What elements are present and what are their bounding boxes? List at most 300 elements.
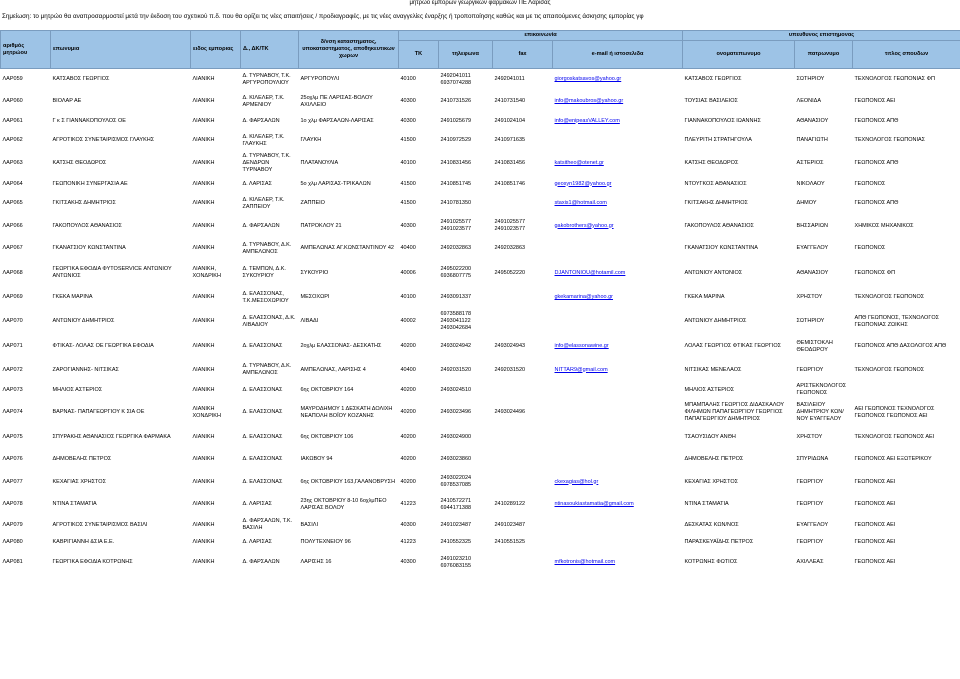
cell-father: ΘΕΜΙΣΤΟΚΛΗ ΘΕΟΔΩΡΟΥ (796, 339, 833, 353)
table-row (1, 382, 960, 399)
cell-registry: ΛΑΡ076 (2, 456, 23, 462)
cell-email (553, 91, 683, 113)
cell-fax (493, 551, 553, 575)
cell-father: ΣΠΥΡΙΔΩΝΑ (796, 456, 829, 462)
cell-registry: ΛΑΡ065 (2, 200, 23, 206)
cell-phone: 2493023496 (440, 409, 472, 415)
cell-registry: ΛΑΡ081 (2, 559, 23, 565)
email-link[interactable]: ntinasoukiastamatia@gmail.com (554, 501, 634, 507)
cell-name: ΓΑΚΟΠΟΥΛΟΣ ΑΘΑΝΑΣΙΟΣ (52, 222, 122, 229)
cell-email (553, 309, 683, 335)
table-row (1, 359, 960, 382)
cell-fax (493, 309, 553, 335)
cell-phone: 6973588178 2493041122 2493042684 (440, 311, 472, 331)
cell-municipality: Δ. ΛΑΡΙΣΑΣ (242, 180, 272, 187)
col-fullname: ονοματεπωνυμο (683, 41, 795, 69)
cell-father: ΝΙΚΟΛΑΟΥ (796, 180, 825, 187)
cell-name: ΓΕΩΡΓΙΚΑ ΕΦΟΔΙΑ ΦΥΤΟSERVICE ΑΝΤΩΝΙΟΥ ΑΝΤΩΝΙΟΣ (52, 266, 172, 279)
cell-name: ΝΤΙΝΑ ΣΤΑΜΑΤΙΑ (52, 501, 97, 507)
cell-fullname: ΤΣΑΟΥΣΙΔΟΥ ΑΝΘΗ (684, 433, 736, 440)
cell-father: ΑΡΙΣΤΕΚΝΟΛΟΓΟΣ ΓΕΩΠΟΝΟΣ (796, 383, 847, 396)
cell-type: ΛΙΑΝΙΚΗ (192, 559, 215, 565)
cell-registry: ΛΑΡ064 (2, 180, 23, 187)
cell-type: ΛΙΑΝΙΚΗ (192, 478, 215, 485)
cell-tk: 41500 (400, 137, 416, 143)
cell-address: ΛΑΡΙΣΗΣ 16 (300, 559, 332, 565)
cell-phone: 2410851745 (440, 180, 472, 187)
cell-municipality: Δ. ΦΑΡΣΑΛΩΝ (242, 117, 280, 124)
cell-type: ΛΙΑΝΙΚΗ (192, 386, 215, 393)
email-link[interactable]: ckexagias@hol.gr (554, 478, 599, 485)
cell-type: ΛΙΑΝΙΚΗ (192, 222, 215, 229)
cell-degree: ΓΕΩΠΟΝΟΣ ΑΕΙ (854, 501, 896, 507)
cell-registry: ΛΑΡ062 (2, 137, 23, 143)
cell-fullname: ΜΗΛΙΟΣ ΑΣΤΕΡΙΟΣ (684, 386, 735, 393)
cell-fax: 2492032863 (494, 245, 526, 251)
cell-phone: 2493023860 (440, 456, 472, 462)
cell-name: ΑΓΡΟΤΙΚΟΣ ΣΥΝΕΤΑΙΡΙΣΜΟΣ ΒΑΣΙΛΙ (52, 521, 148, 528)
cell-degree: ΧΗΜΙΚΟΣ ΜΗΧΑΝΙΚΟΣ (854, 222, 914, 229)
cell-registry: ΛΑΡ072 (2, 366, 23, 373)
cell-municipality: Δ. ΕΛΑΣΣΟΝΑΣ (242, 433, 283, 440)
cell-name: ΑΓΡΟΤΙΚΟΣ ΣΥΝΕΤΑΙΡΙΣΜΟΣ ΓΛΑΥΚΗΣ (52, 137, 155, 143)
cell-degree: ΤΕΧΝΟΛΟΓΟΣ ΓΕΩΠΟΝΙΑΣ ΦΠ (854, 76, 935, 83)
table-row (1, 215, 960, 238)
cell-fullname: ΝΤΟΥΓΚΟΣ ΑΘΑΝΑΣΙΟΣ (684, 180, 747, 187)
cell-type: ΛΙΑΝΙΚΗ (192, 245, 215, 251)
cell-type: ΛΙΑΝΙΚΗ (192, 433, 215, 440)
cell-father: ΧΡΗΣΤΟΥ (796, 294, 823, 300)
cell-fax: 2410831456 (494, 160, 526, 166)
cell-name: ΦΤΙΚΑΣ- ΛΟΛΑΣ ΟΕ ΓΕΩΡΓΙΚΑ ΕΦΟΔΙΑ (52, 343, 154, 349)
cell-degree: ΑΠΘ ΓΕΩΠΟΝΟΣ, ΤΕΧΝΟΛΟΓΟΣ ΓΕΩΠΟΝΙΑΣ ΖΩΙΚΗΣ (854, 314, 940, 328)
cell-email (553, 130, 683, 152)
cell-degree: ΓΕΩΠΟΝΟΣ ΑΕΙ (854, 538, 896, 545)
cell-type: ΛΙΑΝΙΚΗ (192, 160, 215, 166)
cell-registry: ΛΑΡ073 (2, 386, 23, 393)
cell-address: 6ης ΟΚΤΩΒΡΙΟΥ 164 (300, 386, 354, 393)
cell-registry: ΛΑΡ061 (2, 117, 23, 124)
cell-phone: 2493022024 6978537085 (440, 475, 472, 488)
cell-tk: 40006 (400, 269, 416, 276)
cell-fax (493, 382, 553, 399)
cell-tk: 40200 (400, 386, 416, 393)
cell-email (553, 359, 683, 382)
cell-phone: 2492032863 (440, 245, 472, 251)
cell-fax: 2492041011 (494, 76, 525, 83)
document-note: Σημείωση: το μητρώο θα αναπροσαρμοστεί μετά την έκδοση του σχετικού π.δ. που θα ορίζει τις νέες απαιτήσεις / προδιαγραφές, με τις νέες αναγγελίες έναρξης ή τροποποίησης καθώς και με τις απαιτούμενες άσκησης εμπορίας γφ (2, 13, 644, 20)
cell-degree: ΤΕΧΝΟΛΟΓΟΣ ΓΕΩΠΟΝΙΑΣ (854, 137, 926, 143)
cell-address: 25οχλμ ΠΕ ΛΑΡΙΣΑΣ-ΒΟΛΟΥ ΑΧΙΛΛΕΙΟ (300, 94, 373, 108)
cell-type: ΛΙΑΝΙΚΗ (192, 294, 215, 300)
cell-type: ΛΙΑΝΙΚΗ (192, 137, 215, 143)
cell-phone: 2492031520 (440, 366, 472, 373)
cell-tk: 40300 (400, 98, 416, 104)
cell-phone: 2410781350 (440, 200, 472, 206)
col-address: δ/νση καταστηματος, υποκαταστηματος, αποθηκευτικων χωρων (299, 31, 399, 69)
email-link[interactable]: geosyn1982@yahoo.gr (554, 180, 612, 187)
cell-address: ΠΛΑΤΑΝΟΥΛΙΑ (300, 160, 339, 166)
cell-tk: 41223 (400, 538, 416, 545)
col-municipality: Δ., ΔΚ/ΤΚ (241, 31, 299, 69)
cell-tk: 40200 (400, 343, 416, 349)
cell-tk: 40300 (400, 117, 416, 124)
email-link[interactable]: gkekamarina@yahoo.gr (554, 294, 613, 300)
cell-type: ΛΙΑΝΙΚΗ (192, 501, 215, 507)
cell-degree: ΓΕΩΠΟΝΟΣ ΑΠΘ (854, 160, 899, 166)
cell-tk: 40100 (400, 294, 416, 300)
cell-phone: 2495022200 6936807775 (440, 266, 472, 279)
cell-name: ΓΕΩΡΓΙΚΑ ΕΦΟΔΙΑ ΚΟΤΡΩΝΗΣ (52, 559, 133, 565)
cell-tk: 40200 (400, 456, 416, 462)
cell-type: ΛΙΑΝΙΚΗ (192, 521, 215, 528)
cell-address: 5ο χλμ ΛΑΡΙΣΑΣ-ΤΡΙΚΑΛΩΝ (300, 180, 371, 187)
table-row (1, 472, 960, 493)
cell-municipality: Δ. ΕΛΑΣΣΟΝΑΣ (242, 456, 283, 462)
table-row (1, 399, 960, 427)
email-link[interactable]: info@elassonawine.gr (554, 343, 609, 349)
cell-email (553, 193, 683, 215)
cell-name: Γ κ Σ ΓΙΑΝΝΑΚΟΠΟΥΛΟΣ ΟΕ (52, 117, 126, 124)
cell-degree: ΓΕΩΠΟΝΟΣ (854, 245, 886, 251)
cell-tk: 40300 (400, 222, 416, 229)
cell-email (553, 534, 683, 551)
cell-email (553, 287, 683, 309)
col-tk: ΤΚ (399, 41, 439, 69)
cell-address: ΠΟΛΥΤΕΧΝΕΙΟΥ 96 (300, 538, 351, 545)
cell-registry: ΛΑΡ068 (2, 269, 23, 276)
cell-municipality: Δ. ΦΑΡΣΑΛΩΝ, Τ.Κ. ΒΑΣΙΛΗ (242, 518, 293, 531)
cell-municipality: Δ. ΦΑΡΣΑΛΩΝ (242, 559, 280, 565)
cell-fax (493, 193, 553, 215)
cell-tk: 40200 (400, 478, 416, 485)
cell-fullname: ΚΑΤΣΗΣ ΘΕΟΔΩΡΟΣ (684, 160, 739, 166)
cell-father: ΧΡΗΣΤΟΥ (796, 433, 823, 440)
cell-phone: 2491025679 (440, 117, 472, 124)
cell-email (553, 69, 683, 91)
cell-fullname: ΛΟΛΑΣ ΓΕΩΡΓΙΟΣ ΦΤΙΚΑΣ ΓΕΩΡΓΙΟΣ (684, 343, 782, 349)
table-row (1, 551, 960, 575)
cell-degree: ΓΕΩΠΟΝΟΣ ΦΠ (854, 269, 896, 276)
cell-fullname: ΔΗΜΟΒΕΛΗΣ ΠΕΤΡΟΣ (684, 456, 744, 462)
cell-municipality: Δ. ΤΥΡΝΑΒΟΥ, Δ.Κ. ΑΜΠΕΛΩΝΟΣ (242, 363, 292, 376)
col-email: e-mail ή ιστοσελιδα (553, 41, 683, 69)
cell-email (553, 260, 683, 287)
table-row (1, 69, 960, 91)
cell-fax: 2491023487 (494, 521, 526, 528)
cell-address: ΓΛΑΥΚΗ (300, 137, 322, 143)
cell-registry: ΛΑΡ078 (2, 501, 23, 507)
cell-fullname: ΚΕΧΑΓΙΑΣ ΧΡΗΣΤΟΣ (684, 478, 739, 485)
cell-registry: ΛΑΡ070 (2, 318, 23, 324)
cell-email (553, 399, 683, 427)
cell-fax: 2410289122 (494, 501, 526, 507)
cell-degree: ΓΕΩΠΟΝΟΣ ΑΕΙ (854, 559, 896, 565)
cell-address: 23ης ΟΚΤΩΒΡΙΟΥ 8-10 6οχλμΠΕΟ ΛΑΡΙΣΑΣ ΒΟΛΟΥ (300, 497, 387, 511)
cell-fax: 2495052220 (494, 269, 526, 276)
cell-father: ΓΕΩΡΓΙΟΥ (796, 501, 824, 507)
email-link[interactable]: info@makoubros@yahoo.gr (554, 98, 624, 104)
cell-father: ΒΑΣΙΛΕΙΟΥ ΔΗΜΗΤΡΙΟΥ ΚΩΝ/ΝΟΥ ΕΥΑΓΓΕΛΟΥ (796, 402, 844, 422)
cell-fax: 2491024104 (494, 117, 526, 124)
cell-degree: ΓΕΩΠΟΝΟΣ ΑΠΘ ΔΑΣΟΛΟΓΟΣ ΑΠΘ (854, 343, 947, 349)
cell-municipality: Δ. ΚΙΛΕΛΕΡ, Τ.Κ. ΑΡΜΕΝΙΟΥ (242, 94, 285, 108)
cell-email (553, 215, 683, 238)
cell-fullname: ΓΙΑΝΝΑΚΟΠΟΥΛΟΣ ΙΩΑΝΝΗΣ (684, 117, 761, 124)
cell-address: 6ης ΟΚΤΩΒΡΙΟΥ 106 (300, 433, 354, 440)
cell-father: ΓΕΩΡΓΙΟΥ (796, 538, 824, 545)
cell-registry: ΛΑΡ077 (2, 478, 23, 485)
email-link[interactable]: katsitheo@otenet.gr (554, 160, 604, 166)
cell-fullname: ΠΑΡΑΣΚΕΥΑΪΔΗΣ ΠΕΤΡΟΣ (684, 538, 754, 545)
cell-phone: 2493024900 (440, 433, 472, 440)
cell-type: ΛΙΑΝΙΚΗ (192, 200, 215, 206)
cell-address: ΜΑΥΡΟΔΗΜΟΥ 1 ΔΕΣΚΑΤΗ ΔΟΛΙΧΗ ΝΕΑΠΟΛΗ ΒΟΪΟΥ ΚΟΖΑΝΗΣ (300, 405, 393, 419)
email-link[interactable]: NITTAR9@gmail.com (554, 366, 608, 373)
cell-email (553, 335, 683, 359)
cell-phone: 2492041011 6937074288 (440, 72, 472, 86)
cell-name: ΚΑΤΣΗΣ ΘΕΟΔΩΡΟΣ (52, 160, 107, 166)
col-type: ειδος εμποριας (191, 31, 241, 69)
col-father: πατρωνυμο (795, 41, 853, 69)
cell-tk: 41500 (400, 200, 416, 206)
cell-tk: 40100 (400, 76, 416, 83)
cell-email (553, 382, 683, 399)
cell-fax: 2410851746 (494, 180, 526, 187)
cell-municipality: Δ. ΛΑΡΙΣΑΣ (242, 501, 272, 507)
table-row (1, 113, 960, 130)
cell-municipality: Δ. ΛΑΡΙΣΑΣ (242, 538, 272, 545)
cell-phone: 2493024942 (440, 343, 472, 349)
cell-email (553, 152, 683, 176)
cell-father: ΑΧΙΛΛΕΑΣ (796, 559, 824, 565)
table-row (1, 176, 960, 193)
table-row (1, 130, 960, 152)
registry-table (0, 30, 960, 575)
cell-registry: ΛΑΡ063 (2, 160, 23, 166)
cell-type: ΛΙΑΝΙΚΗ (192, 456, 215, 462)
cell-name: ΣΠΥΡΑΚΗΣ ΑΘΑΝΑΣΙΟΣ ΓΕΩΡΓΙΚΑ ΦΑΡΜΑΚΑ (52, 433, 171, 440)
cell-tk: 41500 (400, 180, 416, 187)
cell-email (553, 517, 683, 534)
cell-degree: ΓΕΩΠΟΝΟΣ ΑΕΙ (854, 98, 896, 104)
cell-address: ΙΑΚΩΒΟΥ 94 (300, 456, 333, 462)
cell-email (553, 448, 683, 472)
cell-municipality: Δ. ΕΛΑΣΣΟΝΑΣ (242, 386, 283, 393)
cell-type: ΛΙΑΝΙΚΗ (192, 76, 215, 83)
cell-degree: ΤΕΧΝΟΛΟΓΟΣ ΓΕΩΠΟΝΟΣ (854, 294, 925, 300)
cell-father: ΒΗΣΣΑΡΙΩΝ (796, 222, 828, 229)
col-phone: τηλεφωνα (439, 41, 493, 69)
cell-address: ΒΑΣΙΛΙ (300, 521, 318, 528)
cell-degree: ΓΕΩΠΟΝΟΣ ΑΕΙ (854, 521, 896, 528)
cell-fax: 2410971635 (494, 137, 526, 143)
table-row (1, 534, 960, 551)
cell-tk: 40400 (400, 366, 416, 373)
cell-father: ΣΩΤΗΡΙΟΥ (796, 76, 825, 83)
table-row (1, 493, 960, 517)
cell-phone: 2491023487 (440, 521, 472, 528)
col-name: επωνυμια (51, 31, 191, 69)
cell-municipality: Δ. ΤΥΡΝΑΒΟΥ, Τ.Κ. ΔΕΝΔΡΩΝ ΤΥΡΝΑΒΟΥ (242, 153, 291, 173)
cell-father: ΓΕΩΡΓΙΟΥ (796, 366, 824, 373)
cell-tk: 40300 (400, 559, 416, 565)
cell-fullname: ΚΟΤΡΩΝΗΣ ΦΩΤΙΟΣ (684, 559, 738, 565)
cell-email (553, 113, 683, 130)
cell-type: ΛΙΑΝΙΚΗ, ΧΟΝΔΡΙΚΗ (192, 266, 221, 279)
email-link[interactable]: info@enipeasVALLEY.com (554, 117, 620, 124)
cell-registry: ΛΑΡ069 (2, 294, 23, 300)
cell-registry: ΛΑΡ071 (2, 343, 23, 349)
cell-phone: 2410972529 (440, 137, 472, 143)
cell-name: ΔΗΜΟΒΕΛΗΣ ΠΕΤΡΟΣ (52, 456, 112, 462)
cell-name: ΓΚΙΤΣΑΚΗΣ ΔΗΜΗΤΡΙΟΣ (52, 200, 116, 206)
cell-address: 2οχλμ ΕΛΑΣΣΟΝΑΣ- ΔΕΣΚΑΤΗΣ (300, 343, 382, 349)
cell-tk: 40300 (400, 521, 416, 528)
email-link[interactable]: DJANTONIOU@hotamil.com (554, 269, 626, 276)
cell-tk: 40200 (400, 433, 416, 440)
cell-degree: ΓΕΩΠΟΝΟΣ ΑΕΙ (854, 478, 896, 485)
table-row (1, 309, 960, 335)
cell-type: ΛΙΑΝΙΚΗ (192, 538, 215, 545)
cell-tk: 40200 (400, 409, 416, 415)
cell-phone: 2491025577 2491023577 (440, 219, 472, 232)
cell-email (553, 238, 683, 260)
table-row (1, 193, 960, 215)
cell-municipality: Δ. ΕΛΑΣΣΟΝΑΣ (242, 343, 283, 349)
cell-father: ΓΕΩΡΓΙΟΥ (796, 478, 824, 485)
cell-registry: ΛΑΡ059 (2, 76, 23, 83)
cell-registry: ΛΑΡ067 (2, 245, 23, 251)
table-row (1, 91, 960, 113)
cell-father: ΕΥΑΓΓΕΛΟΥ (796, 521, 829, 528)
table-row (1, 238, 960, 260)
cell-father: ΑΘΑΝΑΣΙΟΥ (796, 269, 829, 276)
cell-municipality: Δ. ΕΛΑΣΣΟΝΑΣ (242, 478, 283, 485)
col-registry: αριθμός μητρώου (1, 31, 51, 69)
cell-type: ΛΙΑΝΙΚΗ (192, 318, 215, 324)
cell-name: ΚΑΤΣΑΒΟΣ ΓΕΩΡΓΙΟΣ (52, 76, 110, 83)
cell-tk: 40100 (400, 160, 416, 166)
cell-registry: ΛΑΡ079 (2, 521, 23, 528)
cell-registry: ΛΑΡ066 (2, 222, 23, 229)
cell-municipality: Δ. ΤΥΡΝΑΒΟΥ, Τ.Κ. ΑΡΓΥΡΟΠΟΥΛΙΟΥ (242, 72, 291, 86)
table-row (1, 427, 960, 448)
cell-name: ΒΙΟΛΑΡ ΑΕ (52, 98, 82, 104)
table-row (1, 335, 960, 359)
cell-father: ΣΩΤΗΡΙΟΥ (796, 318, 825, 324)
cell-fax: 2491025577 2491023577 (494, 219, 526, 232)
table-row (1, 260, 960, 287)
cell-type: ΛΙΑΝΙΚΗ (192, 180, 215, 187)
cell-phone: 2410731526 (440, 98, 472, 104)
cell-email (553, 493, 683, 517)
cell-degree: ΓΕΩΠΟΝΟΣ ΑΠΘ (854, 117, 899, 124)
cell-type: ΛΙΑΝΙΚΗ (192, 117, 215, 124)
cell-fullname: ΝΤΙΝΑ ΣΤΑΜΑΤΙΑ (684, 501, 729, 507)
cell-address: ΣΥΚΟΥΡΙΟ (300, 269, 329, 276)
cell-fullname: ΑΝΤΩΝΙΟΥ ΑΝΤΩΝΙΟΣ (684, 269, 743, 276)
cell-fullname: ΤΟΥΣΙΑΣ ΒΑΣΙΛΕΙΟΣ (684, 98, 738, 104)
cell-father: ΑΣΤΕΡΙΟΣ (796, 160, 824, 166)
cell-type: ΛΙΑΝΙΚΗ (192, 366, 215, 373)
cell-fullname: ΝΙΤΣΙΚΑΣ ΜΕΝΕΛΑΟΣ (684, 366, 742, 373)
cell-fullname: ΓΑΚΟΠΟΥΛΟΣ ΑΘΑΝΑΣΙΟΣ (684, 222, 754, 229)
cell-email (553, 427, 683, 448)
cell-fax (493, 287, 553, 309)
table-body (1, 69, 960, 575)
cell-degree: ΓΕΩΠΟΝΟΣ (854, 180, 886, 187)
cell-municipality: Δ. ΦΑΡΣΑΛΩΝ (242, 222, 280, 229)
email-link[interactable]: gakobrothers@yahoo.gr (554, 222, 614, 229)
cell-address: ΠΑΤΡΟΚΛΟΥ 21 (300, 222, 342, 229)
email-link[interactable]: staxis1@hotmail.com (554, 200, 607, 206)
cell-type: ΛΙΑΝΙΚΗ (192, 343, 215, 349)
cell-address: ΜΕΣΟΧΩΡΙ (300, 294, 330, 300)
cell-registry: ΛΑΡ074 (2, 409, 23, 415)
cell-name: ΒΑΡΝΑΣ- ΠΑΠΑΓΕΩΡΓΙΟΥ Κ ΣΙΑ ΟΕ (52, 409, 145, 415)
cell-address: 6ης ΟΚΤΩΒΡΙΟΥ 163,ΓΑΛΑΝΟΒΡΥΣΗ (300, 478, 396, 485)
cell-name: ΓΚΕΚΑ ΜΑΡΙΝΑ (52, 294, 93, 300)
cell-fullname: ΜΠΑΜΠΑΛΗΣ ΓΕΩΡΓΙΟΣ ΔΙΔΑΣΚΑΛΟΥ ΦΙΛΗΜΩΝ ΠΑΠΑΓΕΩΡΓΙΟΥ ΓΕΩΡΓΙΟΣ ΠΑΠΑΓΕΩΡΓΙΟΥ ΔΗΜΗΤΡΙΟΣ (684, 402, 784, 422)
cell-fax: 2492031520 (494, 366, 526, 373)
cell-degree: ΓΕΩΠΟΝΟΣ ΑΠΘ (854, 200, 899, 206)
cell-name: ΚΑΒΡΙΓΙΑΝΝΗ &ΣΙΑ Ε.Ε. (52, 538, 115, 545)
cell-registry: ΛΑΡ060 (2, 98, 23, 104)
cell-fax: 2410731540 (494, 98, 526, 104)
cell-address: ΖΑΠΠΕΙΟ (300, 200, 325, 206)
cell-tk: 41223 (400, 501, 416, 507)
cell-fullname: ΠΛΕΥΡΙΤΗ ΣΤΡΑΤΗΓΟΥΛΑ (684, 137, 752, 143)
cell-fullname: ΚΑΤΣΑΒΟΣ ΓΕΩΡΓΙΟΣ (684, 76, 742, 83)
cell-address: ΑΜΠΕΛΩΝΑΣ, ΛΑΡΙΣΗΣ 4 (300, 366, 366, 373)
cell-name: ΓΚΑΝΑΤΣΙΟΥ ΚΩΝΣΤΑΝΤΙΝΑ (52, 245, 126, 251)
cell-fax: 2493024496 (494, 409, 526, 415)
cell-email (553, 472, 683, 493)
cell-father: ΕΥΑΓΓΕΛΟΥ (796, 245, 829, 251)
cell-municipality: Δ. ΕΛΑΣΣΟΝΑΣ (242, 409, 283, 415)
group-contact: επικοινωνία (399, 31, 683, 41)
cell-phone: 2410831456 (440, 160, 472, 166)
cell-address: ΛΙΒΑΔΙ (300, 318, 319, 324)
cell-father: ΑΘΑΝΑΣΙΟΥ (796, 117, 829, 124)
cell-name: ΖΑΡΟΓΙΑΝΝΗΣ- ΝΙΤΣΙΚΑΣ (52, 366, 119, 373)
document-title: μητρώο εμπόρων γεωργικών φαρμάκων ΠΕ Λάρισας (409, 0, 551, 6)
cell-municipality: Δ. ΕΛΑΣΣΟΝΑΣ, Δ.Κ. ΛΙΒΑΔΙΟΥ (242, 314, 296, 328)
email-link[interactable]: mfkotronis@hotmail.com (554, 559, 616, 565)
cell-name: ΑΝΤΩΝΙΟΥ ΔΗΜΗΤΡΙΟΣ (52, 318, 115, 324)
cell-municipality: Δ. ΤΕΜΠΩΝ, Δ.Κ. ΣΥΚΟΥΡΙΟΥ (242, 266, 286, 279)
cell-type: ΛΙΑΝΙΚΗ ΧΟΝΔΡΙΚΗ (192, 405, 221, 419)
cell-name: ΓΕΩΠΟΝΙΚΗ ΣΥΝΕΡΓΑΣΙΑ ΑΕ (52, 180, 128, 187)
cell-municipality: Δ. ΕΛΑΣΣΟΝΑΣ, Τ.Κ.ΜΕΣΟΧΩΡΙΟΥ (242, 290, 289, 304)
email-link[interactable]: giorgoskatsavos@yahoo.gr (554, 76, 622, 83)
cell-fax (493, 472, 553, 493)
table-row (1, 517, 960, 534)
cell-type: ΛΙΑΝΙΚΗ (192, 98, 215, 104)
cell-tk: 40002 (400, 318, 416, 324)
cell-address: 1ο χλμ ΦΑΡΣΑΛΩΝ-ΛΑΡΙΣΑΣ (300, 117, 374, 124)
cell-phone: 2493024510 (440, 386, 472, 393)
cell-father: ΔΗΜΟΥ (796, 200, 817, 206)
col-fax: fax (493, 41, 553, 69)
cell-email (553, 551, 683, 575)
cell-registry: ΛΑΡ075 (2, 433, 23, 440)
cell-fax (493, 427, 553, 448)
cell-phone: 2410572271 6944171388 (440, 497, 472, 511)
cell-address: ΑΡΓΥΡΟΠΟΥΛΙ (300, 76, 340, 83)
cell-degree (853, 382, 960, 399)
